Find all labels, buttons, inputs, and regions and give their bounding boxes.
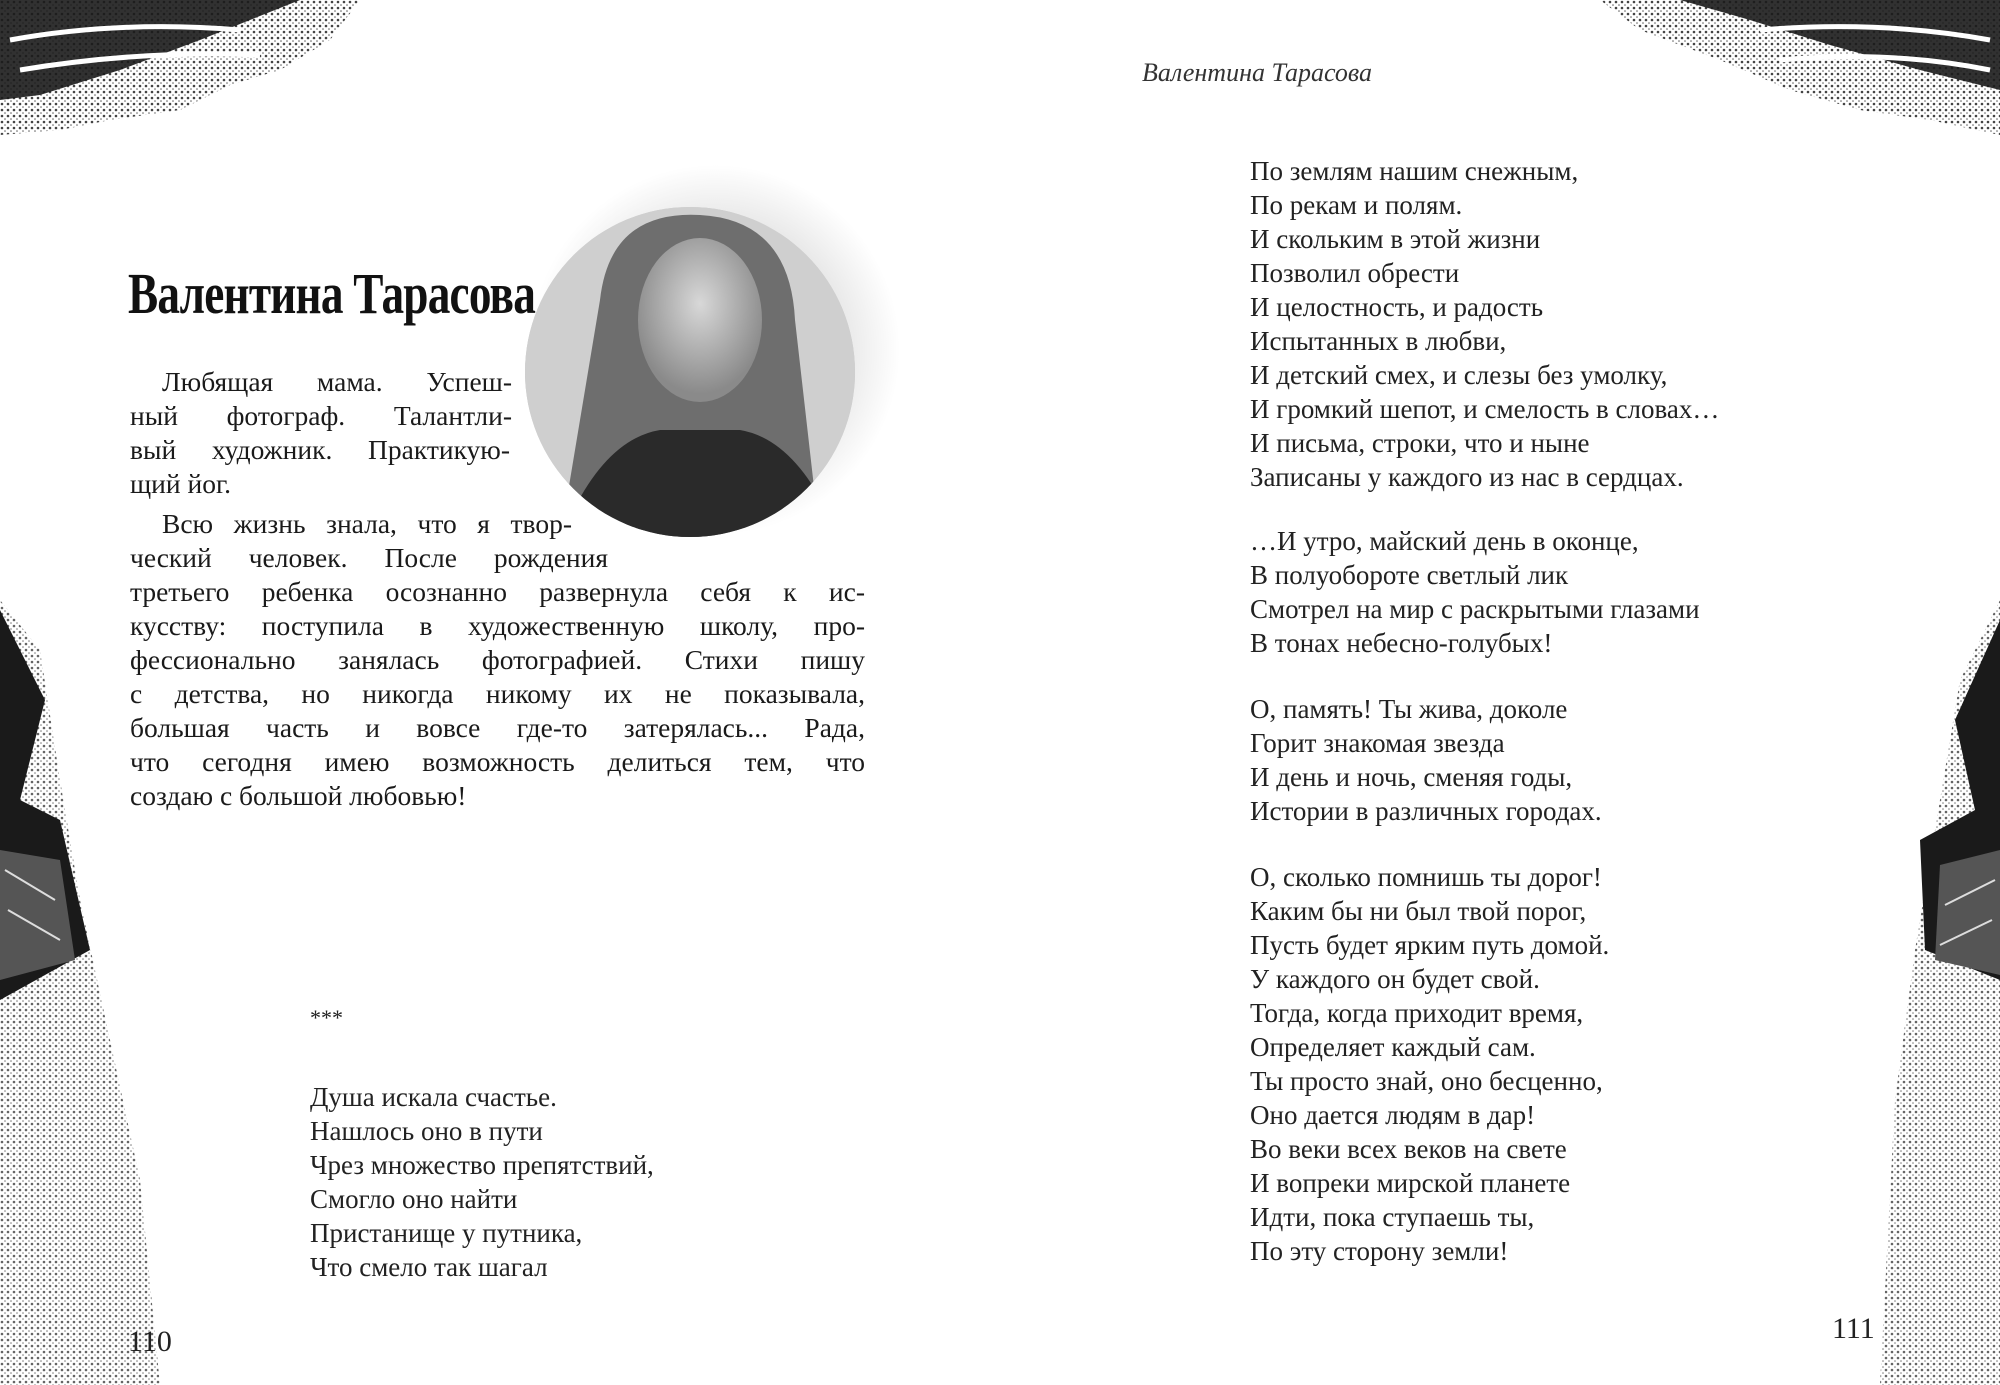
bio-line: третьего ребенка осознанно развернула себя к ис- <box>130 576 865 607</box>
poem-line: И детский смех, и слезы без умолку, <box>1250 360 1668 390</box>
poem-line: Ты просто знай, оно бесценно, <box>1250 1066 1603 1096</box>
bio-line: что сегодня имею возможность делиться тем, что <box>130 746 865 777</box>
poem-line: О, память! Ты жива, доколе <box>1250 694 1568 724</box>
poem-separator: *** <box>310 1005 343 1030</box>
poem-line: У каждого он будет свой. <box>1250 964 1540 994</box>
poem-line: Определяет каждый сам. <box>1250 1032 1536 1062</box>
bio-line: кусству: поступила в художественную школу, про- <box>130 610 865 641</box>
bio-line: большая часть и вовсе где-то затерялась... Рада, <box>130 712 865 743</box>
poem-line: Душа искала счастье. <box>310 1082 557 1112</box>
poem-line: И целостность, и радость <box>1250 292 1544 322</box>
poem-line: По эту сторону земли! <box>1250 1236 1509 1266</box>
poem-line: По землям нашим снежным, <box>1250 156 1579 186</box>
poem-line: Позволил обрести <box>1250 258 1460 288</box>
bio-line: ный фотограф. Талантли- <box>130 400 512 431</box>
poem-line: Идти, пока ступаешь ты, <box>1250 1202 1535 1232</box>
poem-line: Смогло оно найти <box>310 1184 518 1214</box>
poem-line: И день и ночь, сменяя годы, <box>1250 762 1573 792</box>
poem-line: Оно дается людям в дар! <box>1250 1100 1536 1130</box>
bio-line: щий йог. <box>130 468 232 499</box>
bio-line: ческий человек. После рождения <box>130 542 608 573</box>
poem-line: Каким бы ни был твой порог, <box>1250 896 1587 926</box>
poem-line: По рекам и полям. <box>1250 190 1463 220</box>
poem-line: В полуобороте светлый лик <box>1250 560 1569 590</box>
poem-line: Пусть будет ярким путь домой. <box>1250 930 1610 960</box>
bio-line: с детства, но никогда никому их не показывала, <box>130 678 865 709</box>
poem-line: Что смело так шагал <box>310 1252 548 1282</box>
page-number-right: 111 <box>1832 1312 1875 1345</box>
bio-line: фессионально занялась фотографией. Стихи пишу <box>130 644 865 675</box>
poem-line: Чрез множество препятствий, <box>310 1150 654 1180</box>
poem-line: В тонах небесно-голубых! <box>1250 628 1553 658</box>
bio-line: вый художник. Практикую- <box>130 434 510 465</box>
poem-line: Записаны у каждого из нас в сердцах. <box>1250 462 1684 492</box>
running-header: Валентина Тарасова <box>1142 58 1373 87</box>
poem-line: И вопреки мирской планете <box>1250 1168 1571 1198</box>
bio-line: Любящая мама. Успеш- <box>162 366 512 397</box>
poem-line: Во веки всех веков на свете <box>1250 1134 1567 1164</box>
bio-line: создаю с большой любовью! <box>130 780 467 811</box>
poem-line: Испытанных в любви, <box>1250 326 1507 356</box>
bio-line: Всю жизнь знала, что я твор- <box>162 508 572 539</box>
poem-line: Пристанище у путника, <box>310 1218 583 1248</box>
poem-line: …И утро, майский день в оконце, <box>1250 526 1639 556</box>
poem-line: О, сколько помнишь ты дорог! <box>1250 862 1602 892</box>
poem-line: Горит знакомая звезда <box>1250 728 1505 758</box>
poem-line: И скольким в этой жизни <box>1250 224 1541 254</box>
poem-line: Истории в различных городах. <box>1250 796 1602 826</box>
poem-line: Смотрел на мир с раскрытыми глазами <box>1250 594 1700 624</box>
poem-line: Тогда, когда приходит время, <box>1250 998 1584 1028</box>
author-name-heading: Валентина Тарасова <box>128 261 536 326</box>
poem-line: И громкий шепот, и смелость в словах… <box>1250 394 1720 424</box>
poem-line: И письма, строки, что и ныне <box>1250 428 1590 458</box>
page-number-left: 110 <box>128 1325 172 1358</box>
poem-line: Нашлось оно в пути <box>310 1116 543 1146</box>
